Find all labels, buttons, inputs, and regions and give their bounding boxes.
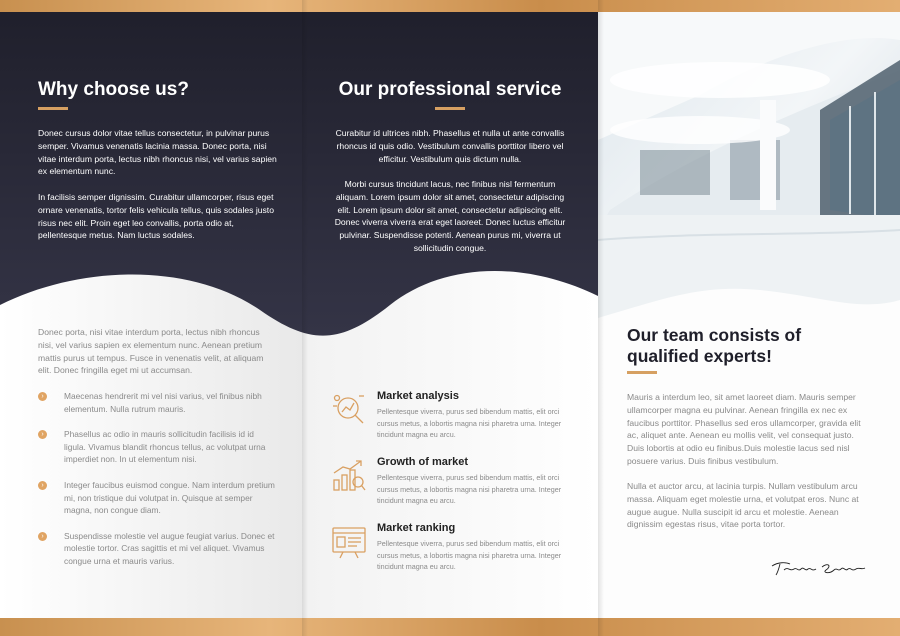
- panel1-title: Why choose us?: [38, 79, 189, 100]
- feature-text: Pellentesque viverra, purus sed bibendum mattis, elit orci cursus metus, a lobortis magna nisi pharetra urna. Integer tincidunt magna eu arcu.: [377, 473, 562, 506]
- panel1-second-text: In facilisis semper dignissim. Curabitur ullamcorper, risus eget ornare venenatis, tortor felis vehicula tellus, quis sodales justo risus nec elit. Proin eget leo convallis, porta odio at, pellentesque metus. Nam luctus sodales.: [38, 192, 274, 241]
- panel2-title: Our professional service: [338, 79, 562, 100]
- panel3-second-text: Nulla et auctor arcu, at lacinia turpis. Nullam vestibulum arcu massa. Aliquam eget molestie urna, et volutpat eros. Nunc at augue augue. Nulla suscipit id arcu et molestie. Aenean dignissim egestas risus, vitae porta tortor.: [627, 481, 859, 530]
- panel3-title-line2: qualified experts!: [627, 346, 772, 366]
- feature-title: Growth of market: [377, 456, 469, 468]
- panel2-title-underline: [435, 107, 465, 110]
- bullet-text: Integer faucibus euismod congue. Nam interdum pretium mi, non tristique dui volutpat in. Quisque at semper magna, non congue diam.: [64, 479, 275, 516]
- top-gold-strip: [0, 0, 900, 12]
- fold-line: [598, 0, 604, 636]
- feature-title: Market analysis: [377, 390, 459, 402]
- panel2-intro-text: Curabitur id ultrices nibh. Phasellus et nulla ut ante convallis rhoncus id quis odio. Vestibulum convallis porttitor libero vel efficitur. Vestibulum quis dictum nulla.: [335, 128, 565, 164]
- panel1-lower-text: Donec porta, nisi vitae interdum porta, lectus nibh rhoncus nisi, vel varius sapien ex elementum nunc. Aenean pretium mattis purus ut tempus. Fusce in venenatis velit, at aliquam elit. Donec fringilla eget mi ut accumsan.: [38, 327, 264, 376]
- panel3-intro-text: Mauris a interdum leo, sit amet laoreet diam. Mauris semper ullamcorper magna eu pulvinar. Aenean fringilla ex nec ex faucibus porttitor. Phasellus sed eros ullamcorper, gravida elit ac, aliquet ante. Aenean eu mollis velit, vel consequat justo. Duis lobortis at odio eu finibus.Duis molestie lacus sed nisl posuere varius. Duis finibus vestibulum.: [627, 392, 861, 466]
- chevron-right-icon: ›: [38, 481, 47, 490]
- signature: [770, 558, 866, 578]
- feature-title: Market ranking: [377, 522, 456, 534]
- panel3-title: [627, 325, 801, 367]
- list-item: [38, 428, 278, 466]
- chevron-right-icon: ›: [38, 430, 47, 439]
- ranking-board-icon: [331, 524, 367, 560]
- magnifier-chart-icon: [331, 392, 367, 428]
- feature-text: Pellentesque viverra, purus sed bibendum mattis, elit orci cursus metus, a lobortis magna nisi pharetra urna. Integer tincidunt magna eu arcu.: [377, 407, 562, 440]
- bullet-text: Suspendisse molestie vel augue feugiat varius. Donec et molestie tortor. Cras sagittis et mi vel aliquet. Vivamus congue urna et mauris varius.: [64, 530, 275, 566]
- bottom-gold-strip: [0, 618, 900, 636]
- chevron-right-icon: ›: [38, 392, 47, 401]
- bullet-text: Maecenas hendrerit mi vel nisi varius, vel finibus nibh elementum. Nulla rutrum mauris.: [64, 391, 262, 414]
- panel1-intro-text: Donec cursus dolor vitae tellus consectetur, in pulvinar purus semper. Vivamus venenatis lacinia massa. Donec porta, nisi vitae interdum porta, lectus nibh rhoncus nisi, vel varius sapien ex elementum nunc.: [38, 128, 277, 177]
- list-item: [38, 530, 278, 568]
- bullet-text: Phasellus ac odio in mauris sollicitudin facilisis id id ligula. Vivamus blandit rhoncus tellus, ac volutpat urna imperdiet non. In ut elementum nisi.: [64, 429, 266, 465]
- building-photo: [598, 0, 900, 320]
- panel3-title-underline: [627, 371, 657, 374]
- growth-chart-icon: [331, 458, 367, 494]
- panel1-title-underline: [38, 107, 68, 110]
- list-item: [38, 390, 278, 415]
- chevron-right-icon: ›: [38, 532, 47, 541]
- panel2-second-text: Morbi cursus tincidunt lacus, nec finibus nisl fermentum aliquam. Lorem ipsum dolor sit amet, consectetur adipiscing elit. Lorem ipsum dolor sit amet, consectetur adipiscing elit. Donec viverra viverra erat eget laoreet. Donec luctus efficitur pulvinar. Suspendisse potenti. Aenean purus mi, viverra ut sollicitudin congue.: [334, 179, 566, 253]
- panel3-title-line1: Our team consists of: [627, 325, 802, 345]
- panel1-bullet-list: [38, 390, 278, 581]
- list-item: [38, 479, 278, 517]
- feature-text: Pellentesque viverra, purus sed bibendum mattis, elit orci cursus metus, a lobortis magna nisi pharetra urna. Integer tincidunt magna eu arcu.: [377, 539, 562, 572]
